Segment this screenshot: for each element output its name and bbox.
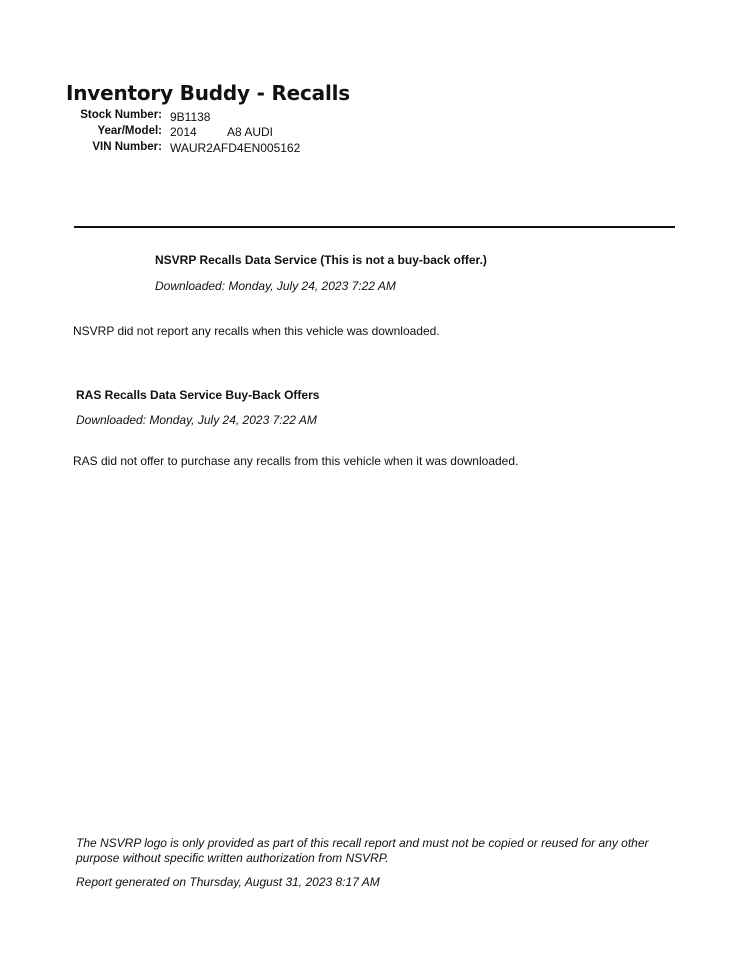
nsvrp-message: NSVRP did not report any recalls when this vehicle was downloaded. (73, 324, 440, 338)
logo-disclaimer: The NSVRP logo is only provided as part of this recall report and must not be copied or reused for any other purpose without specific written authorization from NSVRP. (76, 836, 649, 865)
year-model-label: Year/Model: (97, 125, 162, 137)
stock-number-value: 9B1138 (170, 110, 211, 124)
ras-heading: RAS Recalls Data Service Buy-Back Offers (76, 388, 320, 402)
vin-number-label: VIN Number: (92, 141, 162, 153)
model-value: A8 AUDI (227, 125, 274, 139)
section-divider (74, 226, 675, 228)
nsvrp-downloaded-date: Downloaded: Monday, July 24, 2023 7:22 AM (155, 279, 396, 293)
year-value: 2014 (170, 125, 197, 139)
stock-number-label: Stock Number: (80, 109, 162, 121)
nsvrp-heading: NSVRP Recalls Data Service (This is not a buy-back offer.) (155, 253, 487, 267)
ras-message: RAS did not offer to purchase any recalls from this vehicle when it was downloaded. (73, 454, 519, 468)
ras-downloaded-date: Downloaded: Monday, July 24, 2023 7:22 AM (76, 413, 317, 427)
vin-number-value: WAUR2AFD4EN005162 (170, 141, 301, 155)
report-title: Inventory Buddy - Recalls (66, 81, 350, 105)
report-generated-date: Report generated on Thursday, August 31, 2023 8:17 AM (76, 875, 380, 889)
